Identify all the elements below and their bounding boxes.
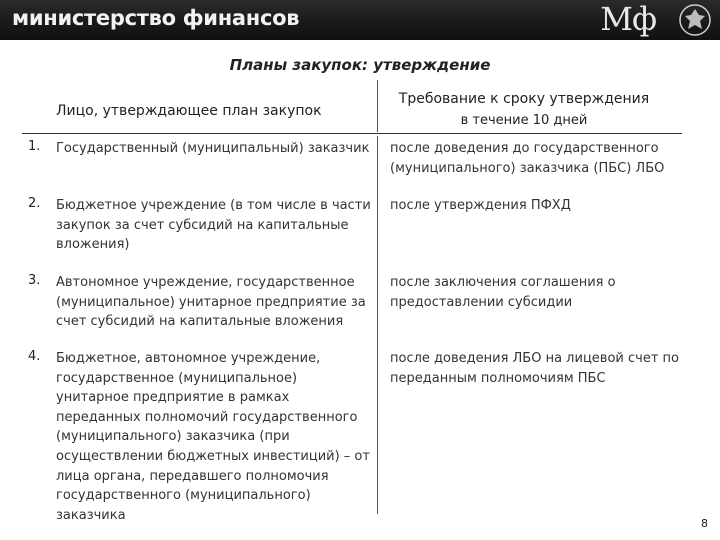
row-number: 4. <box>28 349 41 364</box>
row-number: 2. <box>28 196 41 211</box>
ministry-logo: Мф <box>600 0 656 38</box>
row-number: 3. <box>28 273 41 288</box>
row-approver: Бюджетное учреждение (в том числе в части закупок за счет субсидий на капитальные вложения) <box>56 198 371 253</box>
ministry-name: министерство финансов <box>12 6 300 30</box>
emblem-icon <box>678 3 712 37</box>
row-approver: Бюджетное, автономное учреждение, государственное (муниципальное) унитарное предприятие в рамках переданных полномочий государственного (муниципального) заказчика (при осуществлении бюджетных инвестиций) – от лица органа, передавшего полномочия государственного (муниципального) заказчика <box>56 351 370 523</box>
row-approver: Автономное учреждение, государственное (муниципальное) унитарное предприятие за счет субсидий на капитальные вложения <box>56 275 366 330</box>
column-divider-body <box>377 136 378 514</box>
row-requirement: после утверждения ПФХД <box>390 198 571 213</box>
slide-title: Планы закупок: утверждение <box>229 56 491 74</box>
column-header-right-line2: в течение 10 дней <box>460 113 588 128</box>
row-requirement: после доведения до государственного (муниципального) заказчика (ПБС) ЛБО <box>390 141 665 176</box>
page-number: 8 <box>701 517 708 530</box>
row-number: 1. <box>28 139 41 154</box>
row-requirement: после заключения соглашения о предоставлении субсидии <box>390 275 616 310</box>
header-rule <box>22 133 682 134</box>
column-header-right-line1: Требование к сроку утверждения <box>398 91 650 107</box>
column-header-right <box>374 88 674 132</box>
row-approver: Государственный (муниципальный) заказчик <box>56 141 370 156</box>
header-bar <box>0 0 720 40</box>
column-header-left: Лицо, утверждающее план закупок <box>56 103 322 119</box>
row-requirement: после доведения ЛБО на лицевой счет по переданным полномочиям ПБС <box>390 351 679 386</box>
